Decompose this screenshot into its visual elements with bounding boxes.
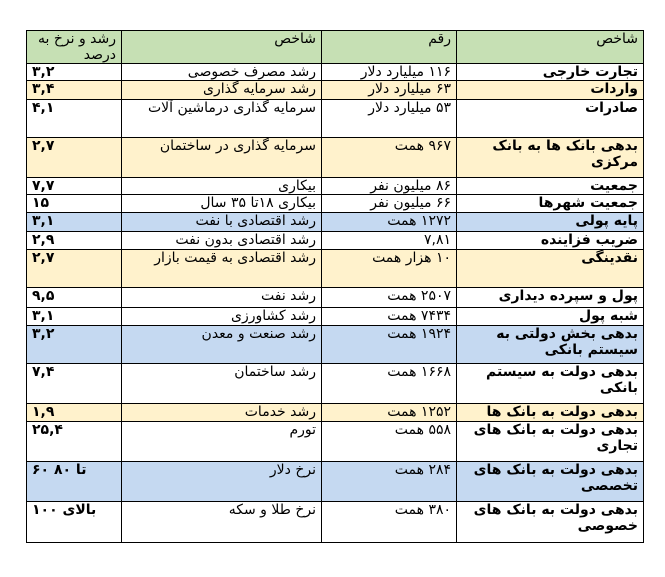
indicator-secondary-cell: تورم: [122, 422, 322, 462]
table-row: [27, 288, 644, 308]
figure-cell: ۹۶۷ همت: [322, 138, 457, 178]
indicator-secondary-cell: رشد خدمات: [122, 404, 322, 422]
table-header-row: [27, 31, 644, 64]
table-row: [27, 100, 644, 138]
indicator-primary-cell: بدهی بانک ها به بانک مرکزی: [457, 138, 644, 178]
figure-cell: ۶۶ میلیون نفر: [322, 195, 457, 213]
growth-rate-cell: ۶۰ تا ۸۰: [27, 462, 122, 502]
growth-rate-cell: ۱,۹: [27, 404, 122, 422]
growth-rate-cell: ۲,۹: [27, 232, 122, 250]
figure-cell: ۱۰ هزار همت: [322, 250, 457, 288]
table-row: [27, 422, 644, 462]
indicator-secondary-cell: رشد اقتصادی با نفت: [122, 213, 322, 232]
indicator-primary-cell: واردات: [457, 81, 644, 100]
header-indicator-primary: شاخص: [457, 31, 644, 64]
figure-cell: ۱۶۶۸ همت: [322, 364, 457, 404]
indicator-primary-cell: جمعیت شهرها: [457, 195, 644, 213]
table-row: [27, 178, 644, 195]
figure-cell: ۵۳ میلیارد دلار: [322, 100, 457, 138]
indicator-primary-cell: تجارت خارجی: [457, 64, 644, 81]
figure-cell: ۵۵۸ همت: [322, 422, 457, 462]
table-row: [27, 404, 644, 422]
indicator-primary-cell: بدهی دولت به سیستم بانکی: [457, 364, 644, 404]
indicator-secondary-cell: نرخ طلا و سکه: [122, 502, 322, 543]
table-row: [27, 364, 644, 404]
table-row: [27, 138, 644, 178]
indicator-primary-cell: بدهی دولت به بانک ها: [457, 404, 644, 422]
growth-rate-cell: ۲,۷: [27, 138, 122, 178]
growth-rate-cell: ۴,۱: [27, 100, 122, 138]
indicator-primary-cell: نقدینگی: [457, 250, 644, 288]
figure-cell: ۳۸۰ همت: [322, 502, 457, 543]
figure-cell: ۱۲۵۲ همت: [322, 404, 457, 422]
figure-cell: ۱۲۷۲ همت: [322, 213, 457, 232]
indicator-primary-cell: بدهی دولت به بانک های خصوصی: [457, 502, 644, 543]
header-figure: رقم: [322, 31, 457, 64]
figure-cell: ۷,۸۱: [322, 232, 457, 250]
indicator-primary-cell: صادرات: [457, 100, 644, 138]
indicator-secondary-cell: رشد صنعت و معدن: [122, 326, 322, 364]
indicator-secondary-cell: رشد ساختمان: [122, 364, 322, 404]
indicator-secondary-cell: بیکاری ۱۸تا ۳۵ سال: [122, 195, 322, 213]
growth-rate-cell: ۳,۲: [27, 64, 122, 81]
growth-rate-cell: ۳,۱: [27, 213, 122, 232]
indicator-primary-cell: ضریب فزاینده: [457, 232, 644, 250]
indicator-primary-cell: بدهی دولت به بانک های تخصصی: [457, 462, 644, 502]
table-row: [27, 195, 644, 213]
indicator-primary-cell: شبه پول: [457, 308, 644, 326]
growth-rate-cell: ۷,۴: [27, 364, 122, 404]
table-row: [27, 502, 644, 543]
indicator-primary-cell: جمعیت: [457, 178, 644, 195]
growth-rate-cell: ۳,۱: [27, 308, 122, 326]
figure-cell: ۷۴۳۴ همت: [322, 308, 457, 326]
indicator-primary-cell: پول و سپرده دیداری: [457, 288, 644, 308]
figure-cell: ۲۸۴ همت: [322, 462, 457, 502]
growth-rate-cell: ۲,۷: [27, 250, 122, 288]
indicator-secondary-cell: رشد سرمایه گذاری: [122, 81, 322, 100]
table-row: [27, 81, 644, 100]
figure-cell: ۱۱۶ میلیارد دلار: [322, 64, 457, 81]
table-row: [27, 250, 644, 288]
table-row: [27, 213, 644, 232]
figure-cell: ۲۵۰۷ همت: [322, 288, 457, 308]
indicator-secondary-cell: رشد اقتصادی به قیمت بازار: [122, 250, 322, 288]
table-row: [27, 326, 644, 364]
growth-rate-cell: ۳,۲: [27, 326, 122, 364]
indicator-secondary-cell: بیکاری: [122, 178, 322, 195]
table-row: [27, 232, 644, 250]
indicator-primary-cell: بدهی دولت به بانک های تجاری: [457, 422, 644, 462]
header-growth-rate: رشد و نرخ به درصد: [27, 31, 122, 64]
growth-rate-cell: ۱۵: [27, 195, 122, 213]
indicator-secondary-cell: رشد کشاورزی: [122, 308, 322, 326]
indicator-primary-cell: بدهی بخش دولتی به سیستم بانکی: [457, 326, 644, 364]
growth-rate-cell: ۷,۷: [27, 178, 122, 195]
economic-indicators-table-container: [26, 30, 643, 543]
indicator-secondary-cell: رشد اقتصادی بدون نفت: [122, 232, 322, 250]
table-body: [27, 64, 644, 543]
indicator-secondary-cell: نرخ دلار: [122, 462, 322, 502]
growth-rate-cell: ۳,۴: [27, 81, 122, 100]
indicator-primary-cell: پایه پولی: [457, 213, 644, 232]
table-row: [27, 308, 644, 326]
economic-indicators-table: [26, 30, 644, 543]
growth-rate-cell: ۹,۵: [27, 288, 122, 308]
figure-cell: ۶۳ میلیارد دلار: [322, 81, 457, 100]
table-row: [27, 64, 644, 81]
indicator-secondary-cell: رشد نفت: [122, 288, 322, 308]
table-row: [27, 462, 644, 502]
indicator-secondary-cell: رشد مصرف خصوصی: [122, 64, 322, 81]
growth-rate-cell: ۲۵,۴: [27, 422, 122, 462]
header-indicator-secondary: شاخص: [122, 31, 322, 64]
growth-rate-cell: بالای ۱۰۰: [27, 502, 122, 543]
indicator-secondary-cell: سرمایه گذاری درماشین آلات: [122, 100, 322, 138]
indicator-secondary-cell: سرمایه گذاری در ساختمان: [122, 138, 322, 178]
figure-cell: ۸۶ میلیون نفر: [322, 178, 457, 195]
figure-cell: ۱۹۲۴ همت: [322, 326, 457, 364]
